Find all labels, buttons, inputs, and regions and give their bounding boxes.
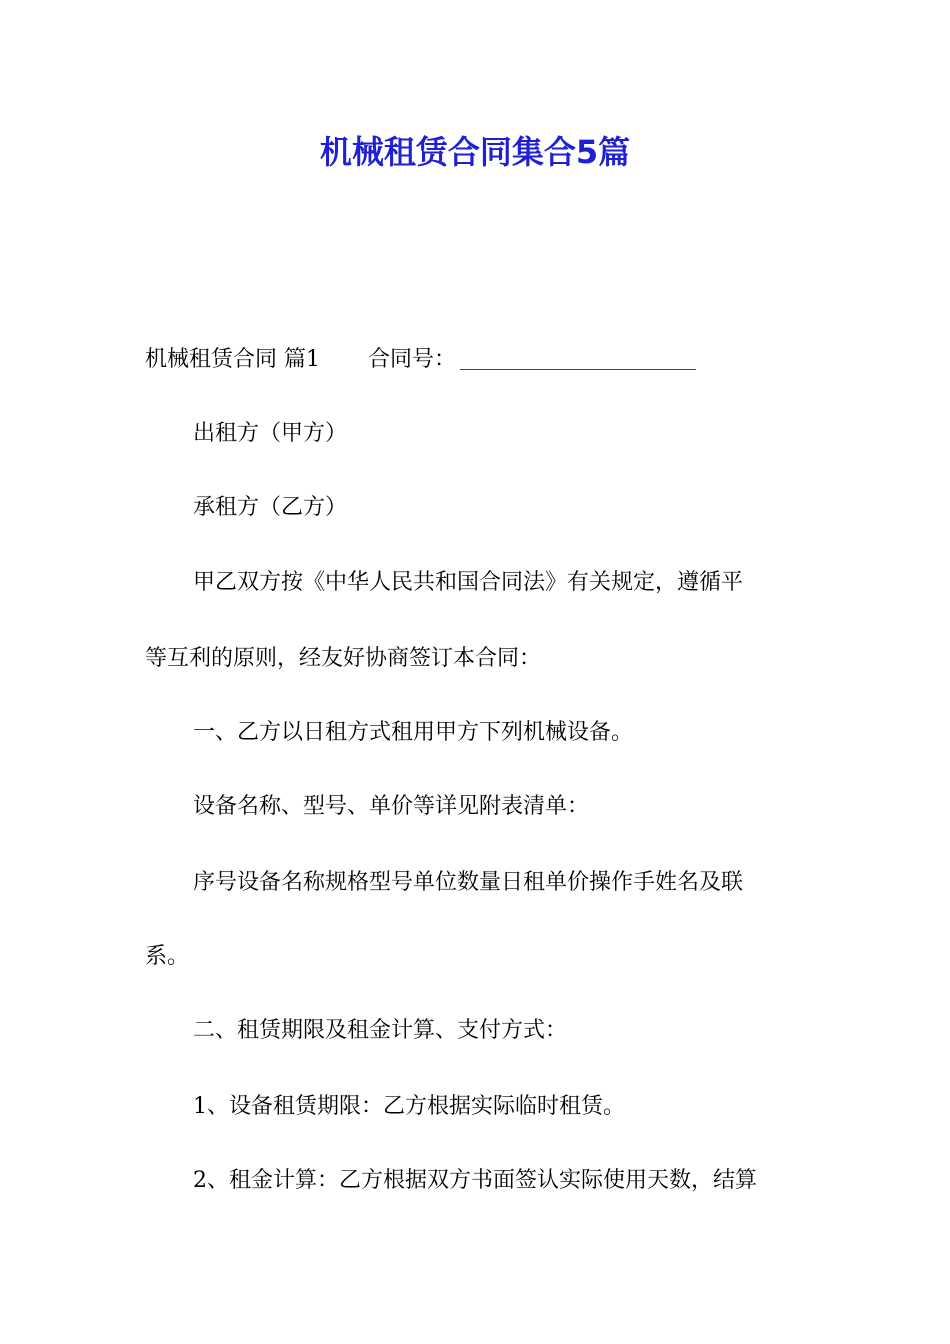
section-label: 机械租赁合同 篇1 (145, 347, 320, 372)
paragraph-table-header-line2: 系。 (145, 944, 190, 969)
header-line (145, 344, 815, 376)
paragraph-lessee: 承租方（乙方） (193, 495, 348, 520)
paragraph-intro-line1: 甲乙双方按《中华人民共和国合同法》有关规定，遵循平 (193, 570, 744, 595)
paragraph-intro-line2: 等互利的原则，经友好协商签订本合同： (145, 646, 542, 671)
paragraph-table-header-line1: 序号设备名称规格型号单位数量日租单价操作手姓名及联 (193, 870, 744, 895)
paragraph-item-2: 2、租金计算：乙方根据双方书面签认实际使用天数，结算 (193, 1168, 757, 1193)
paragraph-lessor: 出租方（甲方） (193, 421, 348, 446)
contract-number-blank (460, 349, 696, 370)
paragraph-equipment-list: 设备名称、型号、单价等详见附表清单： (193, 794, 590, 819)
paragraph-clause-2: 二、租赁期限及租金计算、支付方式： (193, 1018, 568, 1043)
document-title: 机械租赁合同集合5篇 (319, 133, 631, 171)
paragraph-item-1: 1、设备租赁期限：乙方根据实际临时租赁。 (193, 1094, 625, 1119)
contract-number-label: 合同号： (368, 347, 457, 372)
paragraph-clause-1: 一、乙方以日租方式租用甲方下列机械设备。 (193, 720, 634, 745)
